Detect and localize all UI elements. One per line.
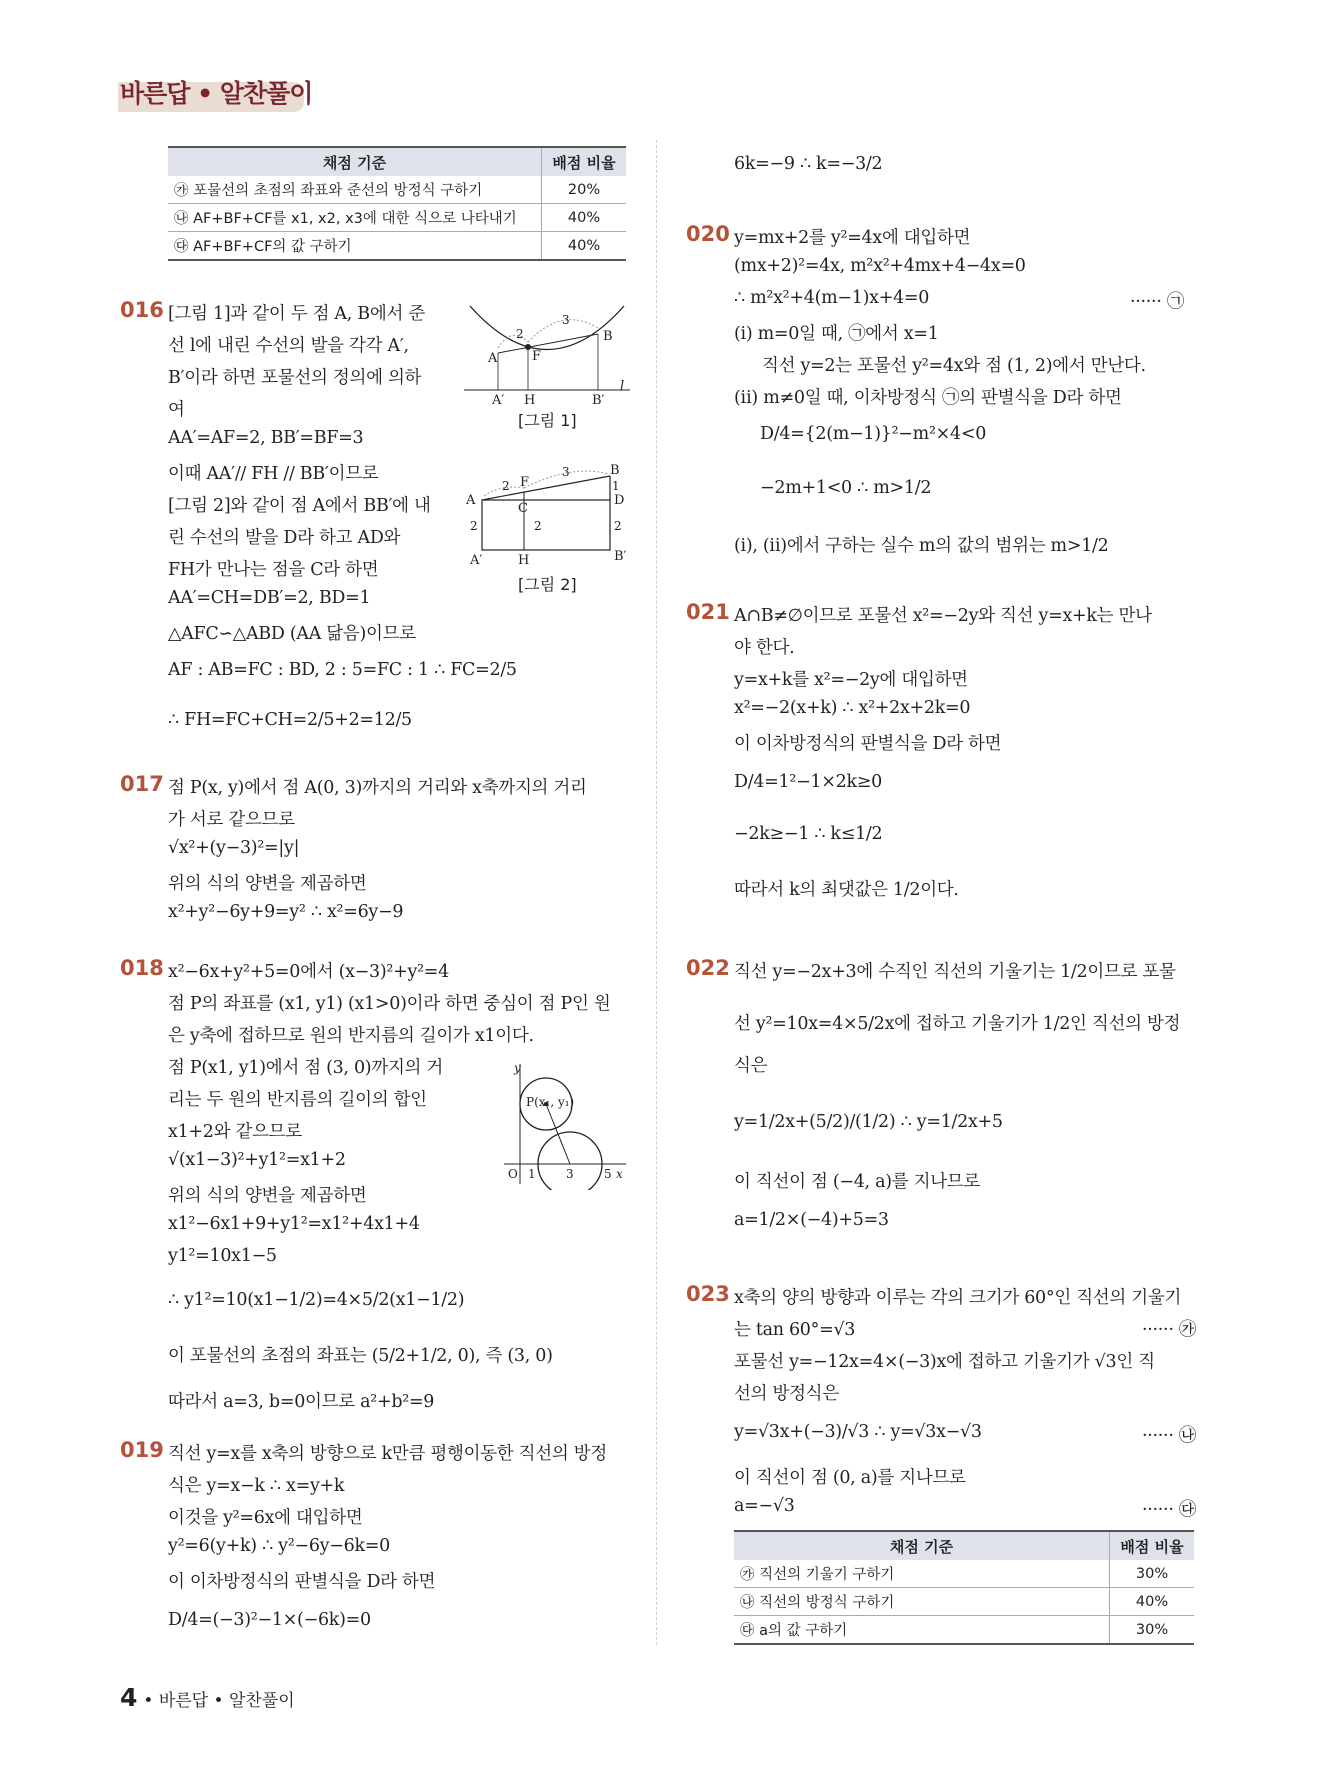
svg-text:B: B — [603, 329, 613, 344]
svg-text:P(x₁, y₁): P(x₁, y₁) — [526, 1095, 575, 1109]
svg-text:1: 1 — [528, 1167, 536, 1181]
svg-text:B′: B′ — [592, 393, 605, 408]
svg-text:D: D — [614, 493, 625, 508]
table-cell: 40% — [542, 232, 627, 261]
text-line: y²=6(y+k) ∴ y²−6y−6k=0 — [168, 1536, 390, 1556]
text-line: A∩B≠∅이므로 포물선 x²=−2y와 직선 y=x+k는 만나 — [734, 606, 1152, 626]
table-row — [734, 1588, 1194, 1616]
svg-text:H: H — [524, 393, 536, 408]
problem-number: 022 — [686, 956, 730, 980]
text-line: 점 P(x, y)에서 점 A(0, 3)까지의 거리와 x축까지의 거리 — [168, 778, 587, 798]
text-line: −2m+1<0 ∴ m>1/2 — [760, 478, 932, 498]
table-cell: 40% — [1110, 1588, 1195, 1616]
header-title: 바른답 • 알찬풀이 — [120, 79, 313, 108]
table-cell: ㉮ 직선의 기울기 구하기 — [734, 1560, 1110, 1588]
text-line: 선 y²=10x=4×5/2x에 접하고 기울기가 1/2인 직선의 방정 — [734, 1014, 1181, 1034]
text-line: y=√3x+(−3)/√3 ∴ y=√3x−√3 — [734, 1422, 982, 1442]
equation-marker: ······ ㉠ — [1130, 292, 1185, 312]
text-line: 이 이차방정식의 판별식을 D라 하면 — [168, 1572, 436, 1592]
table-head: 배점 비율 — [542, 147, 627, 176]
problem-number: 018 — [120, 956, 164, 980]
text-line: a=−√3 — [734, 1496, 795, 1516]
text-line: x1+2와 같으므로 — [168, 1122, 302, 1142]
table-row — [168, 204, 626, 232]
text-line: (ⅱ) m≠0일 때, 이차방정식 ㉠의 판별식을 D라 하면 — [734, 388, 1122, 408]
page-number: 4 — [120, 1683, 138, 1712]
svg-text:1: 1 — [612, 479, 620, 493]
table-cell: ㉯ 직선의 방정식 구하기 — [734, 1588, 1110, 1616]
text-line: D/4={2(m−1)}²−m²×4<0 — [760, 424, 987, 444]
figure-2-trapezoid — [462, 460, 632, 570]
text-line: 이 직선이 점 (0, a)를 지나므로 — [734, 1468, 966, 1488]
text-line: 직선 y=x를 x축의 방향으로 k만큼 평행이동한 직선의 방정 — [168, 1444, 607, 1464]
text-line: [그림 1]과 같이 두 점 A, B에서 준 — [168, 304, 425, 324]
figure-circles — [500, 1060, 630, 1190]
text-line: △AFC∽△ABD (AA 닮음)이므로 — [168, 624, 416, 644]
text-line: a=1/2×(−4)+5=3 — [734, 1210, 889, 1230]
svg-text:3: 3 — [562, 465, 570, 479]
text-line: 여 — [168, 400, 185, 420]
table-cell: ㉰ AF+BF+CF의 값 구하기 — [168, 232, 542, 261]
table-row — [734, 1616, 1194, 1645]
text-line: 야 한다. — [734, 638, 795, 658]
svg-text:y: y — [514, 1061, 521, 1075]
footer-label: • 바른답 • 알찬풀이 — [143, 1691, 295, 1711]
problem-number: 017 — [120, 772, 164, 796]
text-line: FH가 만나는 점을 C라 하면 — [168, 560, 379, 580]
text-line: (ⅰ), (ⅱ)에서 구하는 실수 m의 값의 범위는 m>1/2 — [734, 536, 1109, 556]
figure-1-parabola — [462, 298, 632, 408]
text-line: ∴ m²x²+4(m−1)x+4=0 — [734, 288, 930, 308]
table-head: 배점 비율 — [1110, 1531, 1195, 1560]
text-line: 이 포물선의 초점의 좌표는 (5/2+1/2, 0), 즉 (3, 0) — [168, 1346, 553, 1366]
step-marker: ······ ㉯ — [1142, 1426, 1197, 1446]
text-line: (mx+2)²=4x, m²x²+4mx+4−4x=0 — [734, 256, 1026, 276]
svg-text:C: C — [518, 501, 528, 516]
scoring-table-1 — [168, 146, 626, 261]
svg-text:F: F — [520, 475, 530, 490]
text-line: y=mx+2를 y²=4x에 대입하면 — [734, 228, 971, 248]
text-line: AA′=CH=DB′=2, BD=1 — [168, 588, 371, 608]
svg-text:A′: A′ — [492, 393, 505, 408]
text-line: [그림 2]와 같이 점 A에서 BB′에 내 — [168, 496, 431, 516]
problem-number: 016 — [120, 298, 164, 322]
text-line: 직선 y=2는 포물선 y²=4x와 점 (1, 2)에서 만난다. — [762, 356, 1146, 376]
text-line: 이 직선이 점 (−4, a)를 지나므로 — [734, 1172, 981, 1192]
text-line: √x²+(y−3)²=|y| — [168, 838, 300, 858]
table-head: 채점 기준 — [168, 147, 542, 176]
text-line: 점 P의 좌표를 (x1, y1) (x1>0)이라 하면 중심이 점 P인 원 — [168, 994, 611, 1014]
text-line: 가 서로 같으므로 — [168, 810, 295, 830]
table-cell: 30% — [1110, 1560, 1195, 1588]
text-line: 식은 y=x−k ∴ x=y+k — [168, 1476, 345, 1496]
text-line: 위의 식의 양변을 제곱하면 — [168, 874, 367, 894]
text-line: ∴ y1²=10(x1−1/2)=4×5/2(x1−1/2) — [168, 1290, 465, 1310]
svg-text:B′: B′ — [614, 549, 627, 564]
svg-text:l: l — [620, 379, 625, 394]
text-line: 선의 방정식은 — [734, 1384, 839, 1404]
page-footer — [120, 1683, 295, 1712]
text-line: 이 이차방정식의 판별식을 D라 하면 — [734, 734, 1002, 754]
svg-text:O: O — [508, 1167, 518, 1181]
svg-text:H: H — [518, 553, 530, 568]
text-line: 은 y축에 접하므로 원의 반지름의 길이가 x1이다. — [168, 1026, 534, 1046]
text-line: 따라서 k의 최댓값은 1/2이다. — [734, 880, 959, 900]
table-row — [734, 1560, 1194, 1588]
text-line: ∴ FH=FC+CH=2/5+2=12/5 — [168, 710, 412, 730]
problem-number: 023 — [686, 1282, 730, 1306]
text-line: (ⅰ) m=0일 때, ㉠에서 x=1 — [734, 324, 939, 344]
text-line: 리는 두 원의 반지름의 길이의 합인 — [168, 1090, 427, 1110]
table-cell: 40% — [542, 204, 627, 232]
text-line: x²=−2(x+k) ∴ x²+2x+2k=0 — [734, 698, 971, 718]
text-line: 위의 식의 양변을 제곱하면 — [168, 1186, 367, 1206]
figure-caption: [그림 1] — [518, 411, 577, 430]
step-marker: ······ ㉰ — [1142, 1500, 1197, 1520]
text-line: √(x1−3)²+y1²=x1+2 — [168, 1150, 346, 1170]
text-line: 포물선 y=−12x=4×(−3)x에 접하고 기울기가 √3인 직 — [734, 1352, 1155, 1372]
text-line: 6k=−9 ∴ k=−3/2 — [734, 154, 883, 174]
problem-number: 020 — [686, 222, 730, 246]
text-line: x²−6x+y²+5=0에서 (x−3)²+y²=4 — [168, 962, 449, 982]
text-line: 이때 AA′// FH // BB′이므로 — [168, 464, 379, 484]
svg-text:3: 3 — [562, 313, 570, 327]
table-head: 채점 기준 — [734, 1531, 1110, 1560]
svg-text:x: x — [616, 1167, 623, 1181]
problem-number: 021 — [686, 600, 730, 624]
table-row — [168, 176, 626, 204]
text-line: x²+y²−6y+9=y² ∴ x²=6y−9 — [168, 902, 404, 922]
svg-text:2: 2 — [534, 519, 542, 533]
text-line: 식은 — [734, 1056, 768, 1076]
svg-text:B: B — [610, 463, 620, 478]
text-line: 점 P(x1, y1)에서 점 (3, 0)까지의 거 — [168, 1058, 444, 1078]
svg-text:2: 2 — [516, 327, 524, 341]
text-line: AF : AB=FC : BD, 2 : 5=FC : 1 ∴ FC=2/5 — [168, 660, 517, 680]
figure-caption: [그림 2] — [518, 575, 577, 594]
svg-text:2: 2 — [470, 519, 478, 533]
text-line: 린 수선의 발을 D라 하고 AD와 — [168, 528, 401, 548]
column-divider — [656, 140, 657, 1645]
svg-text:A: A — [488, 351, 498, 366]
text-line: B′이라 하면 포물선의 정의에 의하 — [168, 368, 422, 388]
table-cell: ㉰ a의 값 구하기 — [734, 1616, 1110, 1645]
text-line: AA′=AF=2, BB′=BF=3 — [168, 428, 364, 448]
problem-number: 019 — [120, 1438, 164, 1462]
svg-text:3: 3 — [566, 1167, 574, 1181]
text-line: y=x+k를 x²=−2y에 대입하면 — [734, 670, 968, 690]
table-cell: ㉯ AF+BF+CF를 x1, x2, x3에 대한 식으로 나타내기 — [168, 204, 542, 232]
text-line: 따라서 a=3, b=0이므로 a²+b²=9 — [168, 1392, 435, 1412]
svg-text:2: 2 — [502, 479, 510, 493]
text-line: y=1/2x+(5/2)/(1/2) ∴ y=1/2x+5 — [734, 1112, 1003, 1132]
svg-text:5: 5 — [604, 1167, 612, 1181]
svg-text:F: F — [532, 349, 542, 364]
text-line: D/4=1²−1×2k≥0 — [734, 772, 882, 792]
step-marker: ······ ㉮ — [1142, 1320, 1197, 1340]
text-line: 이것을 y²=6x에 대입하면 — [168, 1508, 363, 1528]
text-line: 는 tan 60°=√3 — [734, 1320, 856, 1340]
scoring-table-2 — [734, 1530, 1194, 1645]
table-cell: 20% — [542, 176, 627, 204]
text-line: x1²−6x1+9+y1²=x1²+4x1+4 — [168, 1214, 420, 1234]
svg-text:A′: A′ — [470, 553, 483, 568]
text-line: x축의 양의 방향과 이루는 각의 크기가 60°인 직선의 기울기 — [734, 1288, 1182, 1308]
text-line: 선 l에 내린 수선의 발을 각각 A′, — [168, 336, 409, 356]
text-line: y1²=10x1−5 — [168, 1246, 277, 1266]
table-cell: ㉮ 포물선의 초점의 좌표와 준선의 방정식 구하기 — [168, 176, 542, 204]
svg-text:A: A — [466, 493, 476, 508]
table-cell: 30% — [1110, 1616, 1195, 1645]
table-row — [168, 232, 626, 261]
text-line: 직선 y=−2x+3에 수직인 직선의 기울기는 1/2이므로 포물 — [734, 962, 1176, 982]
text-line: D/4=(−3)²−1×(−6k)=0 — [168, 1610, 371, 1630]
svg-text:2: 2 — [614, 519, 622, 533]
text-line: −2k≥−1 ∴ k≤1/2 — [734, 824, 883, 844]
